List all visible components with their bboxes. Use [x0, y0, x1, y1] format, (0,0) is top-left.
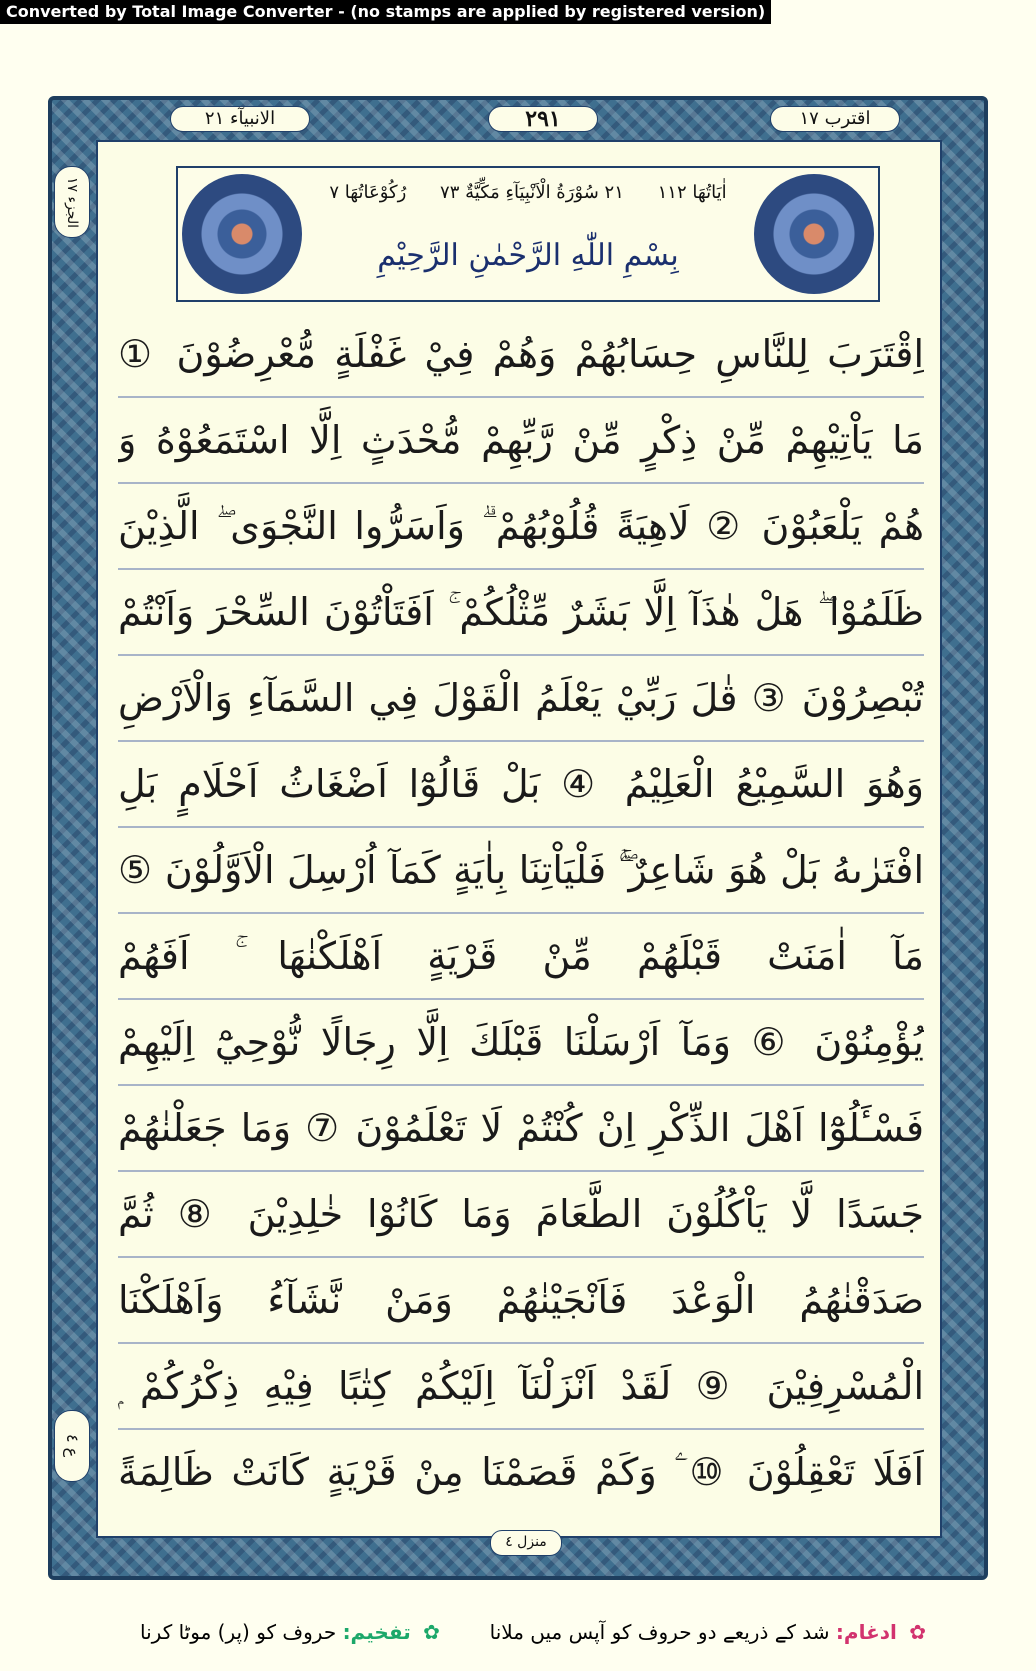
page-number: ٢٩١	[488, 106, 598, 132]
quran-text	[118, 312, 924, 1516]
text-line: وَهُوَ السَّمِيْعُ الْعَلِيْمُ ④ بَلْ قَالُوْٓا اَضْغَاثُ اَحْلَامٍ بَلِ	[118, 742, 924, 828]
surah-header	[176, 166, 880, 302]
text-line: مَآ اٰمَنَتْ قَبْلَهُمْ مِّنْ قَرْيَةٍ اَهْلَكْنٰهَا ۚ اَفَهُمْ	[118, 914, 924, 1000]
text-line: افْتَرٰىهُ بَلْ هُوَ شَاعِرٌ ۚۖ فَلْيَاْتِنَا بِاٰيَةٍ كَمَآ اُرْسِلَ الْاَوَّلُوْنَ ⑤	[118, 828, 924, 914]
text-line: ظَلَمُوْا ۖ هَلْ هٰذَآ اِلَّا بَشَرٌ مِّثْلُكُمْ ۚ اَفَتَاْتُوْنَ السِّحْرَ وَاَنْتُمْ	[118, 570, 924, 656]
text-line: الْمُسْرِفِيْنَ ⑨ لَقَدْ اَنْزَلْنَآ اِلَيْكُمْ كِتٰبًا فِيْهِ ذِكْرُكُمْ ۭ	[118, 1344, 924, 1430]
text-line: هُمْ يَلْعَبُوْنَ ② لَاهِيَةً قُلُوْبُهُمْ ۗ وَاَسَرُّوا النَّجْوَى ۖ الَّذِيْنَ	[118, 484, 924, 570]
text-line: جَسَدًا لَّا يَاْكُلُوْنَ الطَّعَامَ وَمَا كَانُوْا خٰلِدِيْنَ ⑧ ثُمَّ	[118, 1172, 924, 1258]
para-name-label: اقترب ١٧	[770, 106, 900, 132]
tafkheem-description: حروف کو (پر) موٹا کرنا	[140, 1620, 337, 1644]
text-line: صَدَقْنٰهُمُ الْوَعْدَ فَاَنْجَيْنٰهُمْ وَمَنْ نَّشَآءُ وَاَهْلَكْنَا	[118, 1258, 924, 1344]
text-line: اِقْتَرَبَ لِلنَّاسِ حِسَابُهُمْ وَهُمْ فِيْ غَفْلَةٍ مُّعْرِضُوْنَ ①	[118, 312, 924, 398]
tajweed-legend	[140, 1612, 926, 1652]
ayat-count-label: اٰيَاتُهَا ١١٢	[657, 182, 727, 203]
text-line: فَسْـَٔلُوْٓا اَهْلَ الذِّكْرِ اِنْ كُنْتُمْ لَا تَعْلَمُوْنَ ⑦ وَمَا جَعَلْنٰهُمْ	[118, 1086, 924, 1172]
text-line: تُبْصِرُوْنَ ③ قٰلَ رَبِّيْ يَعْلَمُ الْقَوْلَ فِي السَّمَآءِ وَالْاَرْضِ	[118, 656, 924, 742]
ruku-side-label: ع ٤	[54, 1410, 90, 1482]
text-line: مَا يَاْتِيْهِمْ مِّنْ ذِكْرٍ مِّنْ رَّبِّهِمْ مُّحْدَثٍ اِلَّا اسْتَمَعُوْهُ وَ	[118, 398, 924, 484]
flower-bullet-icon: ✿	[909, 1620, 926, 1644]
manzil-label: منزل ٤	[490, 1530, 562, 1556]
idgham-term: ادغام:	[835, 1620, 897, 1644]
text-line: اَفَلَا تَعْقِلُوْنَ ⑩ ۧ وَكَمْ قَصَمْنَا مِنْ قَرْيَةٍ كَانَتْ ظَالِمَةً	[118, 1450, 924, 1494]
surah-name-label: الانبيآء ٢١	[170, 106, 310, 132]
converter-watermark: Converted by Total Image Converter - (no stamps are applied by registered version)	[0, 0, 771, 24]
ruku-count-label: رُكُوْعَاتُهَا ٧	[329, 182, 407, 203]
floral-ornament-icon	[754, 174, 874, 294]
floral-ornament-icon	[182, 174, 302, 294]
bismillah: بِسْمِ اللّٰهِ الرَّحْمٰنِ الرَّحِيْمِ	[377, 238, 679, 273]
tafkheem-term: تفخیم:	[342, 1620, 411, 1644]
legend-idgham	[490, 1612, 926, 1652]
legend-tafkheem	[140, 1612, 440, 1652]
surah-title: ٢١ سُوْرَةُ الْاَنْبِيَآءِ مَكِّيَّةٌ ٧٣	[440, 182, 624, 203]
text-line: يُؤْمِنُوْنَ ⑥ وَمَآ اَرْسَلْنَا قَبْلَكَ اِلَّا رِجَالًا نُّوْحِيْٓ اِلَيْهِمْ	[118, 1000, 924, 1086]
idgham-description: شد کے ذریعے دو حروف کو آپس میں ملانا	[489, 1620, 830, 1644]
juz-side-label: الجزء ١٧	[54, 166, 90, 238]
flower-bullet-icon: ✿	[423, 1620, 440, 1644]
surah-info-line	[306, 182, 750, 203]
